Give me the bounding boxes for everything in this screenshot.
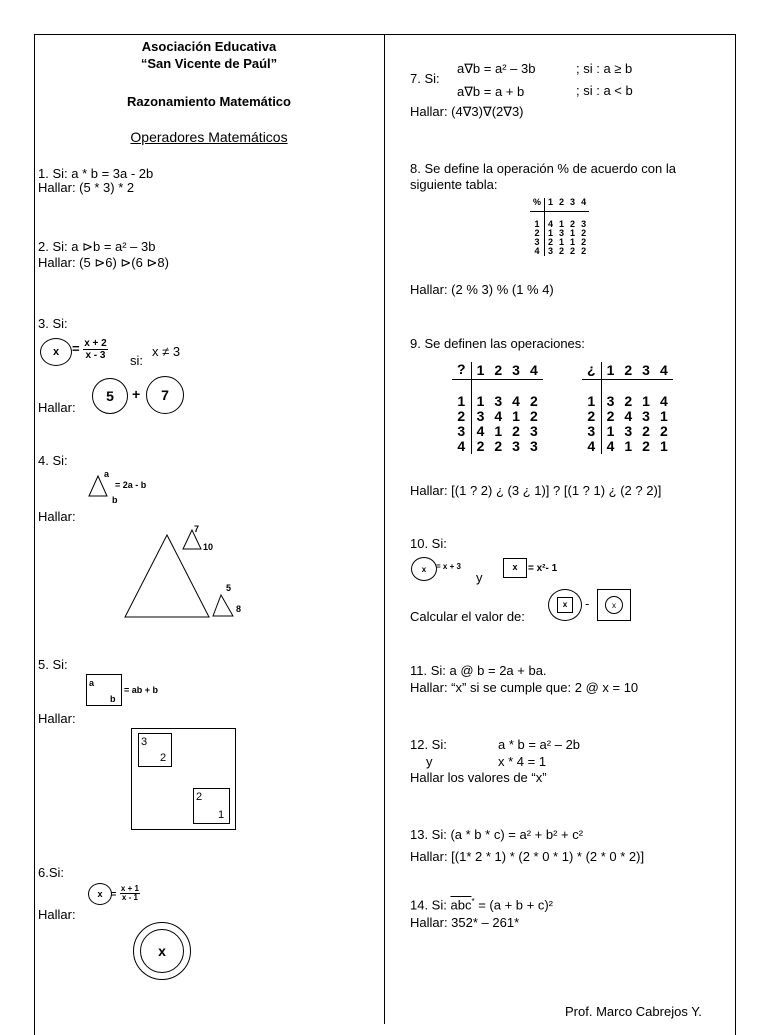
p9-t1-cell: 1 bbox=[512, 408, 520, 424]
p4-small-triangle-2-icon bbox=[212, 594, 234, 618]
table-row bbox=[582, 439, 673, 454]
p9-table-question bbox=[452, 362, 543, 454]
p9-t1-cell: 3 bbox=[494, 393, 503, 409]
table-row bbox=[582, 424, 673, 439]
p8-row-head: 2 bbox=[530, 229, 545, 238]
p8-cell: 2 bbox=[559, 246, 565, 256]
p2-statement: 2. Si: a ⊳b = a² – 3b bbox=[38, 239, 156, 254]
p9-t1-cell: 2 bbox=[476, 438, 485, 454]
p3-circle-7: 7 bbox=[146, 376, 184, 414]
p14-star: * bbox=[471, 897, 475, 906]
p11-statement: 11. Si: a @ b = 2a + ba. bbox=[410, 663, 547, 678]
p9-t2-cell: 4 bbox=[659, 393, 668, 409]
p3-circle-x: x bbox=[40, 338, 72, 366]
table-row bbox=[452, 394, 543, 409]
p10-calc-square-icon bbox=[597, 589, 631, 621]
p1-question: Hallar: (5 * 3) * 2 bbox=[38, 180, 135, 195]
p9-t2-cell: 2 bbox=[642, 438, 650, 454]
course-title: Razonamiento Matemático bbox=[127, 94, 291, 109]
p9-t1-row-head: 2 bbox=[452, 409, 471, 424]
p9-t2-header: 4 bbox=[655, 362, 673, 380]
p9-t1-header: 1 bbox=[471, 362, 489, 380]
p14-rule: = (a + b + c)² bbox=[474, 897, 553, 913]
p9-t1-row-head: 1 bbox=[452, 394, 471, 409]
p8-operation-table bbox=[530, 198, 589, 256]
p8-cell: 2 bbox=[581, 237, 587, 247]
p8-cell: 2 bbox=[581, 228, 587, 238]
p9-t1-row-head: 4 bbox=[452, 439, 471, 454]
p7-label: 7. Si: bbox=[410, 71, 440, 86]
p8-cell: 1 bbox=[548, 228, 554, 238]
p3-circle-5: 5 bbox=[92, 378, 128, 414]
p14-abc: $\overline{abc}$ bbox=[450, 897, 472, 913]
p9-t1-cell: 4 bbox=[494, 408, 503, 424]
p9-t2-cell: 2 bbox=[642, 423, 650, 439]
p8-row-head: 1 bbox=[530, 220, 545, 229]
p14-statement bbox=[410, 895, 553, 912]
p10-label: 10. Si: bbox=[410, 536, 447, 551]
p5-i2: 1 bbox=[218, 809, 225, 821]
p8-row-head: 4 bbox=[530, 247, 545, 256]
p6-inner-circle: x bbox=[140, 929, 184, 973]
p7-cond-1: ; si : a ≥ b bbox=[576, 61, 633, 76]
p9-t1-cell: 1 bbox=[494, 423, 503, 439]
table-row bbox=[582, 394, 673, 409]
p5-a: a bbox=[89, 678, 95, 688]
p4-b: b bbox=[112, 495, 118, 505]
p5-label: 5. Si: bbox=[38, 657, 68, 672]
p11-question: Hallar: “x” si se cumple que: 2 @ x = 10 bbox=[410, 680, 639, 695]
p8-cell: 2 bbox=[570, 219, 576, 229]
p8-header-cell: 2 bbox=[556, 198, 567, 212]
p9-t2-row-head: 4 bbox=[582, 439, 601, 454]
p8-cell: 1 bbox=[559, 237, 565, 247]
p9-statement: 9. Se definen las operaciones: bbox=[410, 336, 585, 351]
p9-table-inverted-question bbox=[582, 362, 673, 454]
p9-t2-cell: 2 bbox=[606, 408, 615, 424]
p7-rule-1: a∇b = a² – 3b bbox=[457, 61, 536, 76]
p12-rule-1: a * b = a² – 2b bbox=[498, 737, 581, 752]
p8-header-cell: 4 bbox=[578, 198, 589, 212]
p12-rule-2: x * 4 = 1 bbox=[498, 754, 547, 769]
p12-label: 12. Si: bbox=[410, 737, 447, 752]
p9-t2-cell: 4 bbox=[624, 408, 633, 424]
p8-op-symbol: % bbox=[530, 198, 545, 212]
table-row bbox=[582, 409, 673, 424]
topic-title: Operadores Matemáticos bbox=[130, 129, 288, 145]
p2-question: Hallar: (5 ⊳6) ⊳(6 ⊳8) bbox=[38, 255, 169, 270]
p3-definition: = $\frac{x + 2}{x - 3}$ bbox=[72, 338, 107, 361]
p8-cell: 1 bbox=[570, 228, 576, 238]
p9-t2-op: ¿ bbox=[582, 362, 601, 380]
p9-t1-cell: 2 bbox=[494, 438, 503, 454]
p7-question: Hallar: (4∇3)∇(2∇3) bbox=[410, 104, 524, 119]
school-heading: Asociación Educativa bbox=[141, 39, 277, 54]
p8-cell: 3 bbox=[548, 246, 554, 256]
p9-t2-row-head: 2 bbox=[582, 409, 601, 424]
p10-minus: - bbox=[585, 596, 590, 611]
p8-cell: 2 bbox=[570, 246, 576, 256]
table-row bbox=[452, 424, 543, 439]
p5-b: b bbox=[110, 694, 116, 704]
school-name: “San Vicente de Paúl” bbox=[140, 56, 278, 71]
p14-label: 14. Si: bbox=[410, 897, 447, 913]
author-signature: Prof. Marco Cabrejos Y. bbox=[565, 1004, 702, 1019]
p13-question: Hallar: [(1* 2 * 1) * (2 * 0 * 1) * (2 * 0 * 2)] bbox=[410, 849, 645, 864]
p9-t1-cell: 1 bbox=[476, 393, 485, 409]
p8-cell: 1 bbox=[559, 219, 565, 229]
p4-s2-a: 5 bbox=[226, 583, 232, 593]
p5-i1: 2 bbox=[196, 791, 203, 803]
p12-and: y bbox=[426, 754, 433, 769]
p10-calc: Calcular el valor de: bbox=[410, 609, 525, 624]
p3-condition: x ≠ 3 bbox=[152, 344, 181, 359]
p9-t1-cell: 3 bbox=[529, 438, 538, 454]
p3-denominator: x - 3 bbox=[85, 350, 106, 361]
p10-square-x: x bbox=[503, 558, 527, 578]
p6-outer-circle-icon bbox=[133, 922, 191, 980]
p9-t2-cell: 1 bbox=[659, 408, 668, 424]
p9-t2-cell: 4 bbox=[606, 438, 615, 454]
p9-t2-cell: 1 bbox=[659, 438, 668, 454]
p4-label: 4. Si: bbox=[38, 453, 68, 468]
p10-calc-inner-square: x bbox=[557, 597, 573, 613]
p9-t1-row-head: 3 bbox=[452, 424, 471, 439]
p10-rule-1: = x + 3 bbox=[436, 562, 461, 571]
p8-cell: 3 bbox=[559, 228, 565, 238]
p3-label: 3. Si: bbox=[38, 316, 68, 331]
p9-t2-cell: 3 bbox=[624, 423, 633, 439]
p8-row-head: 3 bbox=[530, 238, 545, 247]
p9-t2-cell: 1 bbox=[606, 423, 615, 439]
p4-hallar: Hallar: bbox=[38, 509, 76, 524]
p8-statement-2: siguiente tabla: bbox=[410, 177, 498, 192]
p9-t1-cell: 2 bbox=[529, 393, 538, 409]
p8-cell: 4 bbox=[548, 219, 554, 229]
p8-cell: 3 bbox=[581, 219, 587, 229]
p9-t2-cell: 3 bbox=[642, 408, 650, 424]
table-row bbox=[452, 409, 543, 424]
table-row bbox=[530, 247, 589, 256]
p4-rule: = 2a - b bbox=[115, 480, 147, 490]
p9-question: Hallar: [(1 ? 2) ¿ (3 ¿ 1)] ? [(1 ? 1) ¿ (2 ? 2)] bbox=[410, 483, 662, 498]
p8-cell: 1 bbox=[570, 237, 576, 247]
p8-cell: 2 bbox=[548, 237, 554, 247]
p8-header-cell: 3 bbox=[567, 198, 578, 212]
p10-rule-2: = x²- 1 bbox=[528, 563, 558, 574]
p9-t1-cell: 2 bbox=[529, 408, 538, 424]
p9-t2-header: 3 bbox=[637, 362, 655, 380]
p9-t2-header: 1 bbox=[601, 362, 619, 380]
p5-o2: 2 bbox=[160, 752, 167, 764]
p8-header-cell: 1 bbox=[545, 198, 557, 212]
p12-question: Hallar los valores de “x” bbox=[410, 770, 547, 785]
p10-circle-x: x bbox=[411, 557, 437, 581]
p9-t2-row-head: 3 bbox=[582, 424, 601, 439]
p3-numerator: x + 2 bbox=[84, 338, 107, 349]
p5-hallar: Hallar: bbox=[38, 711, 76, 726]
p4-s1-a: 7 bbox=[194, 524, 200, 534]
p8-statement: 8. Se define la operación % de acuerdo con la bbox=[410, 161, 676, 176]
p9-t1-header: 2 bbox=[489, 362, 507, 380]
p9-t1-cell: 3 bbox=[512, 438, 520, 454]
p9-t1-header: 3 bbox=[507, 362, 525, 380]
p9-t2-header: 2 bbox=[619, 362, 637, 380]
p7-rule-2: a∇b = a + b bbox=[457, 84, 525, 99]
p6-hallar: Hallar: bbox=[38, 907, 76, 922]
p7-cond-2: ; si : a < b bbox=[576, 83, 633, 98]
p9-t1-cell: 3 bbox=[529, 423, 538, 439]
p10-calc-inner-circle: x bbox=[605, 596, 623, 614]
p10-and: y bbox=[476, 570, 483, 585]
p4-a: a bbox=[104, 469, 110, 479]
p9-t1-cell: 2 bbox=[512, 423, 520, 439]
p8-question: Hallar: (2 % 3) % (1 % 4) bbox=[410, 282, 554, 297]
p9-t2-cell: 2 bbox=[624, 393, 633, 409]
p9-t2-cell: 1 bbox=[624, 438, 633, 454]
p6-circle-x: x bbox=[88, 883, 112, 905]
p13-statement: 13. Si: (a * b * c) = a² + b² + c² bbox=[410, 827, 584, 842]
p5-rule: = ab + b bbox=[124, 685, 159, 695]
p6-label: 6.Si: bbox=[38, 865, 65, 880]
p6-denominator: x - 1 bbox=[121, 893, 138, 903]
p5-o1: 3 bbox=[141, 736, 148, 748]
p1-statement: 1. Si: a * b = 3a - 2b bbox=[38, 166, 154, 181]
p3-plus: + bbox=[132, 386, 141, 402]
p14-question: Hallar: 352* – 261* bbox=[410, 915, 520, 930]
p9-t2-row-head: 1 bbox=[582, 394, 601, 409]
p9-t2-cell: 1 bbox=[642, 393, 650, 409]
p8-cell: 2 bbox=[581, 246, 587, 256]
p3-hallar: Hallar: bbox=[38, 400, 76, 415]
p9-t2-cell: 2 bbox=[659, 423, 668, 439]
table-row bbox=[452, 439, 543, 454]
p4-s2-b: 8 bbox=[236, 604, 242, 614]
p10-calc-circle-icon bbox=[548, 589, 582, 621]
p9-t1-cell: 4 bbox=[512, 393, 520, 409]
p9-t1-cell: 3 bbox=[476, 408, 485, 424]
p9-t1-header: 4 bbox=[525, 362, 543, 380]
p3-si: si: bbox=[130, 353, 143, 368]
p6-numerator: x + 1 bbox=[120, 884, 139, 894]
column-divider bbox=[384, 34, 385, 1024]
p4-s1-b: 10 bbox=[203, 542, 214, 552]
p9-t1-cell: 4 bbox=[476, 423, 485, 439]
p6-definition: = $\frac{x + 1}{x - 1}$ bbox=[111, 884, 139, 903]
p9-t1-op: ? bbox=[452, 362, 471, 380]
p9-t2-cell: 3 bbox=[606, 393, 615, 409]
